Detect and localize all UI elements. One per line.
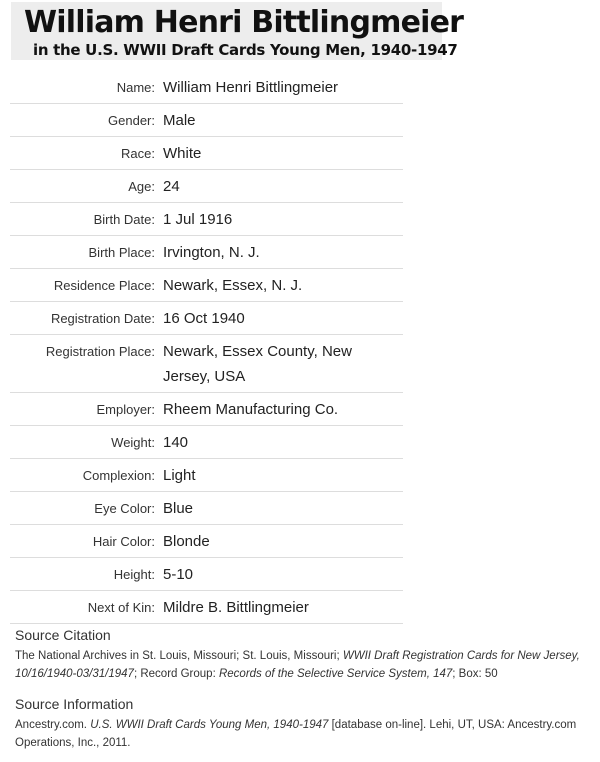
table-row	[10, 302, 403, 335]
page-title: William Henri Bittlingmeier	[24, 5, 464, 40]
source-information	[15, 695, 590, 752]
field-value: Mildre B. Bittlingmeier	[163, 591, 403, 624]
record-header	[11, 2, 464, 60]
info-publisher: Ancestry.com.	[15, 719, 91, 731]
citation-series-title: WWII Draft Registration Cards for New Jersey, 10/16/1940-03/31/1947	[15, 650, 580, 680]
field-value: Rheem Manufacturing Co.	[163, 393, 403, 426]
field-value: Newark, Essex County, New Jersey, USA	[163, 335, 403, 393]
field-value: 16 Oct 1940	[163, 302, 403, 335]
collection-subtitle: in the U.S. WWII Draft Cards Young Men, 1940-1947	[33, 41, 458, 59]
field-label: Name:	[10, 71, 163, 104]
citation-record-group: Records of the Selective Service System, 147	[218, 668, 453, 680]
table-row	[10, 459, 403, 492]
table-row	[10, 71, 403, 104]
table-row	[10, 104, 403, 137]
field-label: Employer:	[10, 393, 163, 426]
table-row	[10, 203, 403, 236]
field-label: Eye Color:	[10, 492, 163, 525]
field-value: 140	[163, 426, 403, 459]
table-row	[10, 335, 403, 393]
table-row	[10, 426, 403, 459]
field-value: Blue	[163, 492, 403, 525]
table-row	[10, 492, 403, 525]
table-row	[10, 236, 403, 269]
field-label: Hair Color:	[10, 525, 163, 558]
field-value: 5-10	[163, 558, 403, 591]
citation-box: ; Box: 50	[452, 668, 498, 680]
field-label: Next of Kin:	[10, 591, 163, 624]
table-row	[10, 393, 403, 426]
source-citation	[15, 626, 590, 683]
info-database-details: [database on-line]. Lehi, UT, USA: Ancestry.com Operations, Inc., 2011.	[15, 719, 577, 749]
field-value: William Henri Bittlingmeier	[163, 71, 403, 104]
table-row	[10, 269, 403, 302]
table-row	[10, 558, 403, 591]
field-label: Race:	[10, 137, 163, 170]
table-row	[10, 591, 403, 624]
field-label: Gender:	[10, 104, 163, 137]
table-row	[10, 525, 403, 558]
field-label: Registration Place:	[10, 335, 163, 393]
field-label: Registration Date:	[10, 302, 163, 335]
field-label: Birth Place:	[10, 236, 163, 269]
source-information-text	[15, 716, 590, 752]
source-information-heading: Source Information	[15, 696, 134, 712]
source-citation-text	[15, 647, 590, 683]
field-label: Birth Date:	[10, 203, 163, 236]
table-row	[10, 170, 403, 203]
citation-record-group-label: ; Record Group:	[133, 668, 219, 680]
citation-archive: The National Archives in St. Louis, Missouri; St. Louis, Missouri;	[15, 650, 343, 662]
field-value: Blonde	[163, 525, 403, 558]
field-value: Irvington, N. J.	[163, 236, 403, 269]
field-value: Male	[163, 104, 403, 137]
field-label: Residence Place:	[10, 269, 163, 302]
field-label: Age:	[10, 170, 163, 203]
field-label: Complexion:	[10, 459, 163, 492]
field-value: White	[163, 137, 403, 170]
field-value: Light	[163, 459, 403, 492]
table-row	[10, 137, 403, 170]
info-database-title: U.S. WWII Draft Cards Young Men, 1940-1947	[90, 719, 329, 731]
source-citation-heading: Source Citation	[15, 627, 111, 643]
field-label: Height:	[10, 558, 163, 591]
field-value: 24	[163, 170, 403, 203]
field-value: 1 Jul 1916	[163, 203, 403, 236]
field-label: Weight:	[10, 426, 163, 459]
record-details-table	[10, 71, 403, 624]
field-value: Newark, Essex, N. J.	[163, 269, 403, 302]
